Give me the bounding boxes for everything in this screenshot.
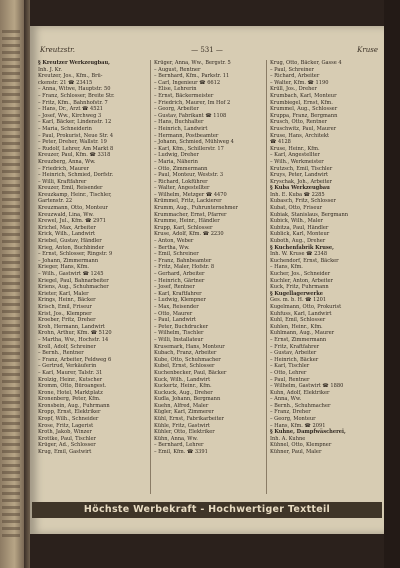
directory-entry: – Richard, Lokführer xyxy=(154,178,208,185)
facing-page-text-line xyxy=(2,387,20,390)
directory-entry: Krose, Fritz, Lagerist xyxy=(38,422,94,429)
directory-entry: Inh. J. Kr. xyxy=(38,66,62,73)
facing-page-text-line xyxy=(2,65,20,68)
facing-page-text-line xyxy=(2,261,20,264)
directory-entry: – Walter, Kfm. ☎ 1190 xyxy=(270,79,329,86)
facing-page-text-line xyxy=(2,86,20,89)
left-page-edge xyxy=(0,0,24,568)
directory-entry: Kronenberg, Peter, Kfm. xyxy=(38,396,101,403)
directory-entry: Kuhlmann, Aug., Maurer xyxy=(270,330,335,337)
directory-entry: Kuhn, Adolf, Elektriker xyxy=(270,389,330,396)
directory-entry: Kühler, Otto, Elektriker xyxy=(154,429,215,436)
directory-entry: Krieger, Hans, Kfm. xyxy=(38,264,90,271)
directory-entry: – Ludwig, Klempner xyxy=(154,297,206,304)
facing-page-text-line xyxy=(2,205,20,208)
facing-page-text-line xyxy=(2,107,20,110)
directory-entry: – Gustav, Fabrikant ☎ 1108 xyxy=(154,112,227,119)
directory-entry: Krichel, Max, Arbeiter xyxy=(38,224,96,231)
facing-page-text-line xyxy=(2,380,20,383)
facing-page-text-line xyxy=(2,240,20,243)
facing-page-text-line xyxy=(2,520,20,523)
facing-page-text-line xyxy=(2,254,20,257)
facing-page-text-line xyxy=(2,331,20,334)
facing-page-text-line xyxy=(2,289,20,292)
directory-entry: – Hans, Buchhalter xyxy=(154,119,204,126)
directory-entry: – Bernhard, Lehrer xyxy=(154,442,204,449)
directory-entry: § Kuhne, Dampfwäscherei, xyxy=(270,429,346,436)
directory-entry: – Friedrich, Maurer, Im Hof 2 xyxy=(154,99,231,106)
directory-entry: Kubel, Ernst, Schlosser xyxy=(154,363,215,370)
directory-entry: – Paul, Schreiner xyxy=(270,66,314,73)
directory-entry: – Hans, Kfm. ☎ 2091 xyxy=(270,422,326,429)
facing-page-text-line xyxy=(2,128,20,131)
directory-entry: Kroth, Jakob, Winzer xyxy=(38,429,92,436)
facing-page-text-line xyxy=(2,408,20,411)
directory-entry: Kroeber, Fritz, Dreher xyxy=(38,317,96,324)
directory-entry: Kühle, Fritz, Gastwirt xyxy=(154,422,210,429)
facing-page-text-line xyxy=(2,492,20,495)
facing-page-text-line xyxy=(2,338,20,341)
directory-column-3 xyxy=(270,60,378,494)
facing-page-text-line xyxy=(2,58,20,61)
facing-page-text-line xyxy=(2,51,20,54)
directory-entry: Kryschak, Joh., Arbeiter xyxy=(270,178,332,185)
directory-entry: – Karl, Tischler xyxy=(270,363,310,370)
directory-entry: Kühnel, Otto, Klempner xyxy=(270,442,332,449)
facing-page-text-line xyxy=(2,198,20,201)
facing-page-text-line xyxy=(2,401,20,404)
directory-entry: – Wilh., Werkmeister xyxy=(270,158,324,165)
facing-page-text-line xyxy=(2,149,20,152)
directory-entry: Kuhl, Emil, Schlosser xyxy=(270,317,326,324)
facing-page-text-line xyxy=(2,100,20,103)
facing-page-text-line xyxy=(2,275,20,278)
directory-entry: Krug, Otto, Bäcker, Gasse 4 xyxy=(270,60,342,66)
directory-entry: – August, Rentner xyxy=(154,66,201,73)
directory-entry: Kroh, Hermann, Landwirt xyxy=(38,323,105,330)
facing-page-text-line xyxy=(2,443,20,446)
facing-page-text-line xyxy=(2,156,20,159)
directory-entry: Kreuzmann, Otto, Monteur xyxy=(38,205,108,212)
directory-entry: Kuchler, Anton, Arbeiter xyxy=(270,277,333,284)
directory-entry: Kreuzer, Emil, Reisender xyxy=(38,185,103,192)
directory-entry: Kriens, Aug., Schuhmacher xyxy=(38,284,109,291)
directory-entry: – Carl, Ingenieur ☎ 6612 xyxy=(154,79,221,86)
directory-entry: – Paul, Prokurist, Neue Str. 4 xyxy=(38,132,114,139)
facing-page-text-line xyxy=(2,429,20,432)
directory-entry: – Johann, Zimmermann xyxy=(38,257,99,264)
directory-entry: – Paul, Rentner xyxy=(270,376,310,383)
directory-entry: – Paul, Landwirt xyxy=(154,317,196,324)
directory-entry: – Willi, Installateur xyxy=(154,336,204,343)
directory-entry: – Emil, Kfm. ☎ 3391 xyxy=(154,449,208,456)
directory-entry: Krieg, Anton, Buchbinder xyxy=(38,244,105,251)
directory-entry: Krummacher, Ernst, Pfarrer xyxy=(154,211,227,218)
facing-page-text-line xyxy=(2,499,20,502)
directory-entry: – Max, Reisender xyxy=(154,303,199,310)
directory-entry: Kroll, Adolf, Schreiner xyxy=(38,343,96,350)
facing-page-text-line xyxy=(2,352,20,355)
directory-entry: – Fritz, Maler, Hofstr. 8 xyxy=(154,264,215,271)
directory-entry: Krutzsch, Emil, Tischler xyxy=(270,165,333,172)
directory-entry: – Heinrich, Bäcker xyxy=(270,356,319,363)
facing-page-text-line xyxy=(2,135,20,138)
directory-entry: – Hans, Kfm. xyxy=(270,264,303,271)
directory-entry: ☎ 4128 xyxy=(270,139,291,146)
directory-entry: Kubasch, Fritz, Schlosser xyxy=(270,198,336,205)
facing-page-text-line xyxy=(2,170,20,173)
directory-entry: Krumme, Heinr., Händler xyxy=(154,218,220,225)
facing-page-text-line xyxy=(2,310,20,313)
facing-page-text-line xyxy=(2,282,20,285)
facing-page-text-line xyxy=(2,44,20,47)
directory-entry: – Georg, Monteur xyxy=(270,416,316,423)
directory-entry: – Bernh., Schuhmacher xyxy=(270,402,331,409)
directory-entry: – Willi, Kraftfahrer xyxy=(38,178,87,185)
directory-entry: Inh. W. Kruse ☎ 2348 xyxy=(270,251,328,258)
directory-entry: – Martha, Ww., Hochstr. 14 xyxy=(38,336,109,343)
directory-entry: Kronsbein, Aug., Fuhrmann xyxy=(38,402,110,409)
facing-page-text-line xyxy=(2,478,20,481)
directory-entry: – Heinrich, Landwirt xyxy=(154,125,208,132)
directory-entry: – Hermann, Postbeamter xyxy=(154,132,219,139)
facing-page-text-line xyxy=(2,422,20,425)
advertising-banner: Höchste Werbekraft - Hochwertiger Textteil xyxy=(32,502,382,518)
directory-entry: – Johann, Schmied, Mühlweg 4 xyxy=(154,139,234,146)
directory-entry: Kubiak, Stanislaus, Bergmann xyxy=(270,211,349,218)
directory-entry: – Gustav, Arbeiter xyxy=(270,350,317,357)
directory-entry: Krupp, Karl, Schlosser xyxy=(154,224,213,231)
directory-entry: Krusch, Otto, Rentner xyxy=(270,119,327,126)
directory-entry: – Fritz, Kfm., Bahnhofstr. 7 xyxy=(38,99,108,106)
facing-page-text-line xyxy=(2,457,20,460)
directory-entry: – Franz, Arbeiter, Feldweg 6 xyxy=(38,356,112,363)
directory-entry: Krüger, Anna, Ww., Bergstr. 5 xyxy=(154,60,231,66)
directory-entry: Kühn, Anna, Ww. xyxy=(154,435,198,442)
directory-entry: – Josef, Rentner xyxy=(154,284,195,291)
directory-entry: Kreutzer, Jos., Kfm., Brü- xyxy=(38,73,103,80)
directory-entry: Krumbiegel, Ernst, Kfm. xyxy=(270,99,333,106)
directory-entry: Kruppa, Franz, Bergmann xyxy=(270,112,338,119)
facing-page-text-line xyxy=(2,184,20,187)
directory-entry: Krümmel, Fritz, Lackierer xyxy=(154,198,222,205)
directory-entry: Kuckertz, Heinr., Kfm. xyxy=(154,383,212,390)
directory-entry: Kropf, Wilh., Schneider xyxy=(38,416,99,423)
directory-entry: – Otto, Zimmermann xyxy=(154,165,208,172)
directory-entry: Krüger, Ad., Schlosser xyxy=(38,442,96,449)
directory-entry: Kropp, Ernst, Elektriker xyxy=(38,409,101,416)
directory-column-1 xyxy=(38,60,146,494)
directory-entry: Krone, Hotel, Marktplatz xyxy=(38,389,103,396)
directory-entry: Kühl, Ernst, Fabrikarbeiter xyxy=(154,416,224,423)
facing-page-text-line xyxy=(2,534,20,537)
facing-page-text-line xyxy=(2,30,20,33)
facing-page-text-line xyxy=(2,226,20,229)
directory-entry: Krummel, Aug., Schlosser xyxy=(270,106,338,113)
directory-entry: Kühner, Paul, Maler xyxy=(270,449,322,456)
facing-page-text-line xyxy=(2,506,20,509)
directory-entry: – Wilhelm, Metzger ☎ 4470 xyxy=(154,191,227,198)
directory-entry: – Franz, Bahnbeamter xyxy=(154,257,212,264)
directory-entry: – Karl, Kfm., Schillerstr. 17 xyxy=(154,145,224,152)
directory-entry: – Anton, Weber xyxy=(154,238,194,245)
directory-entry: – Peter, Dreher, Wallstr. 19 xyxy=(38,139,107,146)
facing-page-text-line xyxy=(2,114,20,117)
directory-entry: Kreuzberg, Anna, Ww. xyxy=(38,158,96,165)
directory-entry: Inh. E. Kuba ☎ 2285 xyxy=(270,191,325,198)
directory-entry: – Ernst, Zimmermann xyxy=(270,336,327,343)
directory-entry: – Maria, Schneiderin xyxy=(38,125,92,132)
directory-entry: Kubick, Wilh., Maler xyxy=(270,218,323,225)
directory-entry: – Ernst, Bäckermeister xyxy=(154,92,214,99)
directory-page xyxy=(30,26,384,534)
directory-entry: Krieter, Karl, Maler xyxy=(38,290,89,297)
facing-page-text-line xyxy=(2,324,20,327)
directory-entry: Kuhlen, Heinr., Kfm. xyxy=(270,323,323,330)
directory-entry: – Ludwig, Dreher xyxy=(154,152,199,159)
directory-entry: Krolzig, Heinr., Kutscher xyxy=(38,376,103,383)
directory-entry: Kuck, Fritz, Fuhrmann xyxy=(270,284,329,291)
directory-entry: Krist, Jos., Klempner xyxy=(38,310,92,317)
directory-entry: Kruse, Heinr., Kfm. xyxy=(270,145,320,152)
directory-entry: Kuchenbecker, Paul, Bäcker xyxy=(154,369,227,376)
directory-entry: – Heinrich, Schmied, Dorfstr. xyxy=(38,172,114,179)
facing-page-text-line xyxy=(2,345,20,348)
facing-page-text-line xyxy=(2,79,20,82)
facing-page-text-line xyxy=(2,415,20,418)
directory-entry: – Karl, Maurer, Talstr. 31 xyxy=(38,369,103,376)
directory-entry: Krumm, Aug., Fuhrunternehmer xyxy=(154,205,238,212)
facing-page-text-line xyxy=(2,268,20,271)
directory-entry: – Josef, Ww., Kirchweg 3 xyxy=(38,112,102,119)
directory-entry: Kubach, Franz, Arbeiter xyxy=(154,350,217,357)
directory-entry: – Anna, Ww. xyxy=(270,396,302,403)
directory-entry: Kublick, Karl, Monteur xyxy=(270,231,330,238)
directory-entry: Kubat, Otto, Friseur xyxy=(270,205,323,212)
directory-entry: – Georg, Arbeiter xyxy=(154,106,199,113)
facing-page-text-line xyxy=(2,163,20,166)
directory-entry: – Fritz, Kraftfahrer xyxy=(270,343,320,350)
facing-page-text-line xyxy=(2,317,20,320)
directory-entry: Kuchendorf, Ernst, Bäcker xyxy=(270,257,339,264)
facing-page-text-line xyxy=(2,233,20,236)
directory-entry: – Rudolf, Lehrer, Am Markt 8 xyxy=(38,145,114,152)
directory-entry: Krewel, Jul., Kfm. ☎ 2971 xyxy=(38,218,106,225)
facing-page-text-line xyxy=(2,464,20,467)
facing-page-text-line xyxy=(2,191,20,194)
directory-entry: ckenstr. 21 ☎ 23415 xyxy=(38,79,93,86)
directory-entry: – Otto, Maurer xyxy=(154,310,193,317)
directory-entry: Kreuzkamp, Heinr., Tischler, xyxy=(38,191,112,198)
directory-entry: Kriebel, Gustav, Händler xyxy=(38,238,102,245)
directory-entry: Krisch, Emil, Friseur xyxy=(38,303,92,310)
directory-entry: § Kuchenfabrik Kruse, xyxy=(270,244,334,251)
facing-page-text-line xyxy=(2,303,20,306)
directory-entry: – Bernh., Rentner xyxy=(38,350,84,357)
facing-page-text-line xyxy=(2,177,20,180)
directory-entry: Kruys, Peter, Landwirt xyxy=(270,172,329,179)
facing-page-text-line xyxy=(2,142,20,145)
directory-entry: Kuehn, Alfred, Maler xyxy=(154,402,209,409)
directory-entry: – Emil, Schreiner xyxy=(154,251,199,258)
facing-page-text-line xyxy=(2,394,20,397)
directory-entry: Kugelmann, Otto, Prokurist xyxy=(270,303,342,310)
directory-entry: – Maria, Näherin xyxy=(154,158,198,165)
facing-page-text-line xyxy=(2,121,20,124)
directory-entry: Ges. m. b. H. ☎ 1201 xyxy=(270,297,327,304)
directory-entry: Kreuzer, Paul, Kfm. ☎ 3318 xyxy=(38,152,111,159)
directory-entry: Kuboth, Aug., Dreher xyxy=(270,238,326,245)
facing-page-text-line xyxy=(2,359,20,362)
directory-entry: – Friedrich, Maurer xyxy=(38,165,89,172)
page-header xyxy=(30,46,384,58)
facing-page-text-line xyxy=(2,513,20,516)
directory-entry: – Walter, Angestellter xyxy=(154,185,210,192)
directory-entry: – Peter, Buchdrucker xyxy=(154,323,209,330)
directory-entry: Kubitza, Paul, Händler xyxy=(270,224,329,231)
directory-entry: Krusemark, Hans, Monteur xyxy=(154,343,225,350)
directory-entry: – Heinrich, Gärtner xyxy=(154,277,205,284)
directory-entry: – Ernst, Schlosser, Ringstr. 9 xyxy=(38,251,113,258)
book-cover-edge xyxy=(384,0,400,568)
directory-entry: Krumbach, Karl, Monteur xyxy=(270,92,337,99)
directory-entry: – Gertrud, Verkäuferin xyxy=(38,363,97,370)
directory-entry: – Karl, Angestellter xyxy=(270,152,320,159)
directory-entry: Kuck, Wilh., Landwirt xyxy=(154,376,211,383)
facing-page-text-line xyxy=(2,93,20,96)
directory-entry: Krottke, Paul, Tischler xyxy=(38,435,96,442)
directory-entry: Inh. A. Kuhne xyxy=(270,435,306,442)
directory-entry: Krug, Emil, Gastwirt xyxy=(38,449,92,456)
directory-entry: – Elise, Lehrerin xyxy=(154,86,197,93)
facing-page-text-line xyxy=(2,436,20,439)
directory-entry: Gartenstr. 22 xyxy=(38,198,73,205)
directory-entry: – Gerhard, Arbeiter xyxy=(154,271,205,277)
facing-page-text-line xyxy=(2,219,20,222)
directory-entry: Krüll, Jos., Dreher xyxy=(270,86,317,93)
directory-entry: Kudla, Johann, Bergmann xyxy=(154,396,221,403)
directory-entry: Krohn, Arthur, Kfm. ☎ 5120 xyxy=(38,330,112,337)
directory-column-2 xyxy=(154,60,262,494)
directory-entry: Kube, Otto, Schuhmacher xyxy=(154,356,221,363)
directory-entry: Kriegel, Paul, Bahnarbeiter xyxy=(38,277,109,284)
directory-entry: – Richard, Arbeiter xyxy=(270,73,320,80)
directory-entry: – Anna, Witwe, Hauptstr. 50 xyxy=(38,86,111,93)
directory-entry: – Karl, Bäcker, Lindenstr. 12 xyxy=(38,119,112,126)
directory-entry: Kucher, Jos., Schneider xyxy=(270,271,331,277)
facing-page-text-line xyxy=(2,471,20,474)
directory-entry: – Wilhelm, Gastwirt ☎ 1880 xyxy=(270,383,344,390)
page-number: — 531 — xyxy=(191,46,223,54)
directory-columns xyxy=(38,60,378,494)
directory-entry: – Wilhelm, Tischler xyxy=(154,330,204,337)
directory-entry: Kügler, Karl, Zimmerer xyxy=(154,409,214,416)
facing-page-text-line xyxy=(2,527,20,530)
facing-page-text-line xyxy=(2,450,20,453)
directory-entry: Kruse, Hans, Architekt xyxy=(270,132,330,139)
directory-entry: – Otto, Lehrer xyxy=(270,369,307,376)
facing-page-text-line xyxy=(2,37,20,40)
directory-entry: – Karl, Kraftfahrer xyxy=(154,290,202,297)
facing-page-text-line xyxy=(2,485,20,488)
directory-entry: Kromm, Otto, Büroangest. xyxy=(38,383,107,390)
directory-entry: § Kuba Werkzeugbau xyxy=(270,185,330,192)
directory-entry: Krings, Heinr., Bäcker xyxy=(38,297,96,304)
facing-page-text-line xyxy=(2,72,20,75)
facing-page-text-line xyxy=(2,247,20,250)
header-right-keyword: Kruse xyxy=(357,46,378,54)
facing-page-text-line xyxy=(2,296,20,299)
directory-entry: Kreuzwald, Lina, Ww. xyxy=(38,211,94,218)
directory-entry: – Bernhard, Kfm., Parkstr. 11 xyxy=(154,73,230,80)
header-left-keyword: Kreutzstr. xyxy=(40,46,75,54)
facing-page-text-line xyxy=(2,366,20,369)
directory-entry: Kuhfuss, Karl, Landwirt xyxy=(270,310,332,317)
directory-entry: – Paul, Monteur, Weststr. 3 xyxy=(154,172,224,179)
directory-entry: Kruse, Adolf, Kfm. ☎ 2230 xyxy=(154,231,224,238)
directory-entry: – Wilh., Gastwirt ☎ 1245 xyxy=(38,271,104,277)
directory-entry: § Kugellagerwerke xyxy=(270,290,323,297)
directory-entry: – Franz, Schlosser, Breite Str. xyxy=(38,92,115,99)
directory-entry: Kuckuck, Aug., Dreher xyxy=(154,389,213,396)
facing-page-text-line xyxy=(2,212,20,215)
facing-page-text-line xyxy=(2,373,20,376)
directory-entry: Kruschwitz, Paul, Maurer xyxy=(270,125,337,132)
directory-entry: § Kreutzer Werkzeugbau, xyxy=(38,60,110,66)
directory-entry: – Hans, Dr., Arzt ☎ 4521 xyxy=(38,106,103,113)
directory-entry: – Bertha, Ww. xyxy=(154,244,190,251)
directory-entry: – Franz, Dreher xyxy=(270,409,311,416)
directory-entry: Krick, Wilh., Landwirt xyxy=(38,231,96,238)
